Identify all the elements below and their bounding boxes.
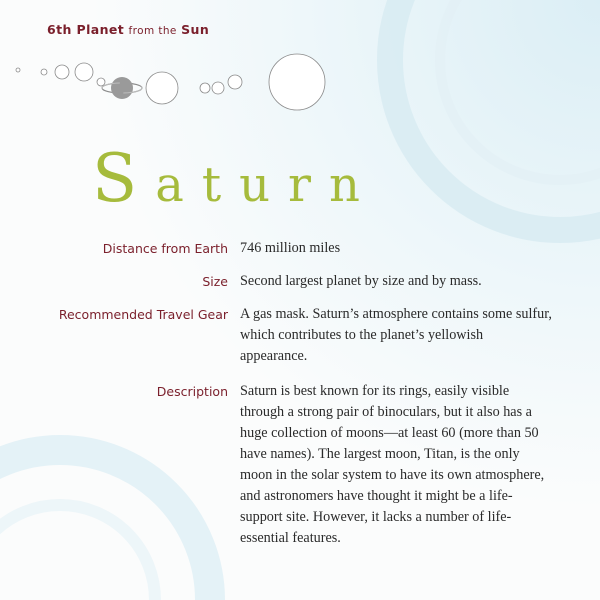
fact-label: Recommended Travel Gear (58, 307, 228, 322)
uranus-icon (200, 83, 210, 93)
planet-order-kicker (47, 22, 209, 37)
neptune-icon (212, 82, 224, 94)
page-title (92, 140, 512, 217)
fact-row-distance (20, 238, 580, 259)
outer-body-icon (269, 54, 325, 110)
earth-icon (75, 63, 93, 81)
fact-label: Description (156, 384, 228, 399)
kicker-sun: Sun (181, 22, 210, 37)
saturn-icon (102, 77, 142, 99)
title-rest: aturn (155, 157, 378, 213)
fact-row-travel-gear (20, 304, 580, 367)
fact-row-size (20, 271, 580, 292)
mars-icon (97, 78, 105, 86)
fact-label: Distance from Earth (102, 241, 228, 256)
fact-value: A gas mask. Saturn’s atmosphere contains some sulfur, which contributes to the planet’s yellowish appearance. (240, 306, 552, 364)
fact-value: Saturn is best known for its rings, easily visible through a strong pair of binoculars, but it also has a huge collection of moons—at least 60 (more than 50 have names). The largest moon, Titan, is the only moon in the solar system to have its own atmosphere, and astronomers have thought it might be a life-support site. However, it lacks a number of life-essential features. (240, 383, 545, 546)
jupiter-icon (146, 72, 178, 104)
fact-value: 746 million miles (240, 240, 341, 256)
mercury-icon (41, 69, 47, 75)
title-initial: S (92, 140, 156, 217)
kicker-from: from the (128, 25, 177, 37)
solar-system-strip (14, 52, 344, 112)
fact-label: Size (202, 274, 228, 289)
venus-icon (55, 65, 69, 79)
fact-value: Second largest planet by size and by mass. (240, 273, 482, 289)
fact-row-description (20, 381, 580, 549)
sun-icon (16, 68, 20, 72)
facts-list (20, 238, 580, 561)
kicker-number: 6th Planet (47, 22, 125, 37)
pluto-icon (228, 75, 242, 89)
